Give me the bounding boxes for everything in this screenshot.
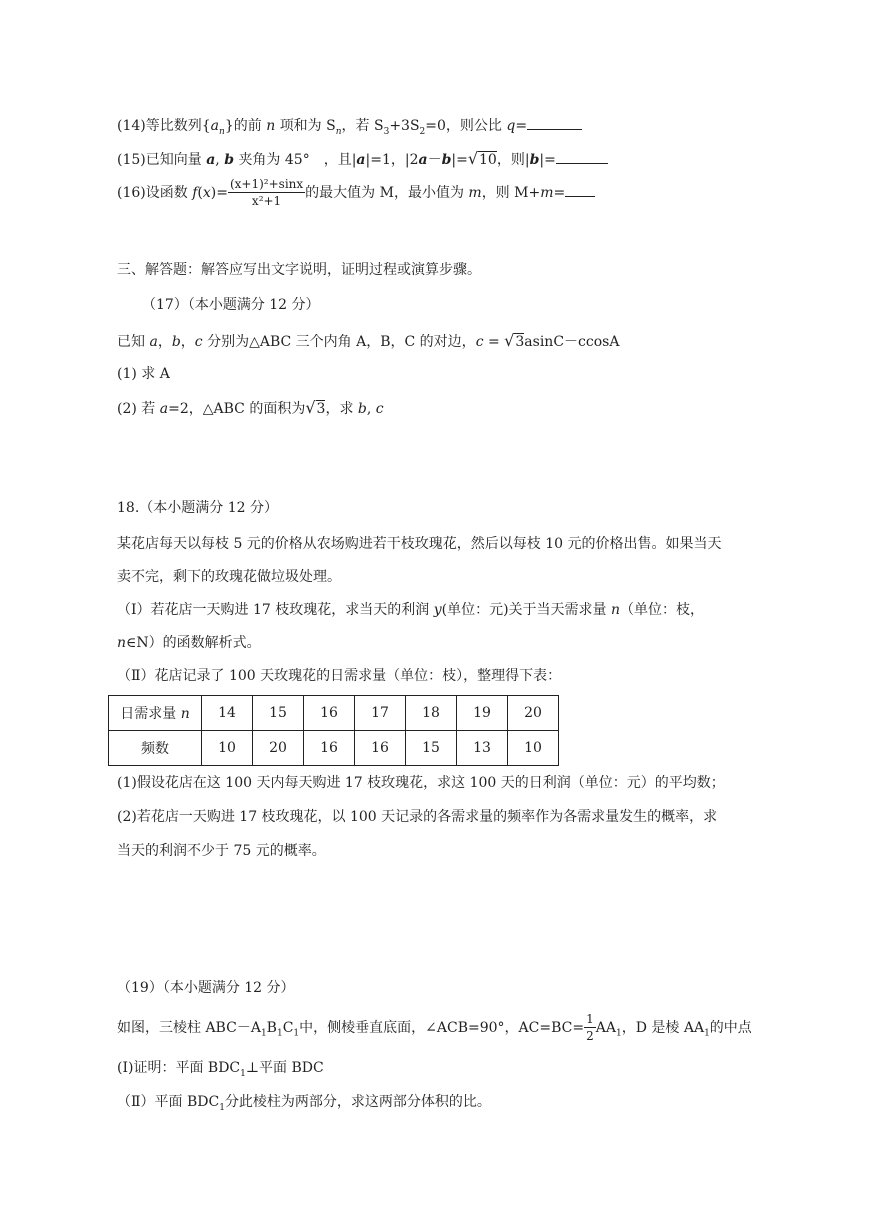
q15-text: =1， xyxy=(370,152,405,168)
q16-text: 的最大值为 M，最小值为 xyxy=(305,184,464,201)
q14-text: =0，则公比 xyxy=(425,118,502,134)
q16-text: = xyxy=(553,184,566,201)
q17-text: 分别为△ABC 三个内角 A，B，C 的对边， xyxy=(207,334,476,350)
q18-sub-2-cont: 当天的利润不少于 75 元的概率。 xyxy=(117,843,326,859)
q19-text: ，D 是棱 AA xyxy=(621,1019,705,1036)
q18-text: （单位：枝， xyxy=(620,602,705,618)
q17-text: ，求 xyxy=(325,401,354,417)
q18-text: ∈N）的函数解析式。 xyxy=(126,635,261,651)
table-row xyxy=(109,731,559,766)
q17-statement: 已知 a，b，c 分别为△ABC 三个内角 A，B，C 的对边，c = √3asinC－ccosA xyxy=(117,331,620,350)
fraction-numerator: (x+1)²+sinx xyxy=(228,177,305,193)
table-cell: 20 xyxy=(508,696,559,731)
q14-text: 等比数列 xyxy=(145,118,202,134)
q15-text: 已知向量 xyxy=(145,152,202,168)
q17-text: asinC－ xyxy=(524,334,579,350)
q19-statement: 如图，三棱柱 $ABC-A_1B_1C_1$中，侧棱垂直底面，∠ACB=90°，AC=BC= $\frac{1}{2}$ $AA_1$，D 是棱 $AA_1$的中点 xyxy=(117,1012,752,1044)
question-15: (15)已知向量 a, b 夹角为 45° ，且|a|=1，|2a－b|=√10，则|b|= xyxy=(117,151,608,167)
question-16: (16)设函数 f(x)= $\frac{\text{(x+1)²+sinx}}{\text{x²+1}}$ 的最大值为 M，最小值为 m，则 M+m= xyxy=(117,177,595,209)
q14-text: 的前 xyxy=(233,118,262,134)
q19-text: 分此棱柱为两部分，求这两部分体积的比。 xyxy=(224,1094,491,1110)
q15-text: = xyxy=(456,152,468,168)
fraction-numerator: 1 xyxy=(584,1012,596,1028)
q18-part-1: （Ⅰ）若花店一天购进 17 枝玫瑰花，求当天的利润 y(单位：元)关于当天需求量 n（单位：枝， xyxy=(117,602,705,618)
function-fraction xyxy=(228,177,305,209)
table-cell: 16 xyxy=(355,731,406,766)
q17-text: ccosA xyxy=(578,334,620,350)
table-cell: 20 xyxy=(253,731,304,766)
table-cell: 13 xyxy=(457,731,508,766)
q14-number: (14) xyxy=(117,118,146,134)
q17-heading: （17）（本小题满分 12 分） xyxy=(142,297,320,313)
answer-blank xyxy=(527,117,582,130)
q15-text: 夹角为 45° ，且 xyxy=(238,152,352,168)
half-fraction xyxy=(584,1012,596,1044)
q18-text: (单位：元)关于当天需求量 xyxy=(441,602,607,618)
q18-sub-2: (2)若花店一天购进 17 枝玫瑰花，以 100 天记录的各需求量的频率作为各需求量发生的概率，求 xyxy=(117,809,718,825)
q17-text: (2) 若 xyxy=(117,401,156,417)
q14-text: ，若 xyxy=(341,118,370,134)
q17-part-1: (1) 求 A xyxy=(117,366,170,382)
table-row xyxy=(109,696,559,731)
q15-text: ，则 xyxy=(496,152,525,168)
q18-sub-1: (1)假设花店在这 100 天内每天购进 17 枝玫瑰花，求这 100 天的日利润（单位：元）的平均数； xyxy=(117,775,725,791)
table-cell: 10 xyxy=(202,731,253,766)
fraction-denominator: x²+1 xyxy=(251,194,282,209)
q16-text: 设函数 xyxy=(145,184,188,201)
q19-heading: （19）（本小题满分 12 分） xyxy=(117,980,295,996)
table-cell: 16 xyxy=(304,731,355,766)
q14-text: = xyxy=(515,118,528,134)
q18-heading: 18.（本小题满分 12 分） xyxy=(117,500,278,516)
q19-text: (Ⅰ)证明：平面 BDC xyxy=(117,1060,241,1076)
table-cell: 频数 xyxy=(109,731,202,766)
table-cell: 15 xyxy=(406,731,457,766)
row-label: 日需求量 xyxy=(120,706,177,722)
q18-text: （Ⅰ）若花店一天购进 17 枝玫瑰花，求当天的利润 xyxy=(117,602,430,618)
table-cell: 日需求量 n xyxy=(109,696,202,731)
q19-text: （Ⅱ）平面 BDC xyxy=(117,1094,220,1110)
table-cell: 18 xyxy=(406,696,457,731)
q15-text: = xyxy=(544,152,556,168)
q15-number: (15) xyxy=(117,152,146,168)
q15-radicand: 10 xyxy=(479,152,497,168)
q18-part-1-cont: n∈N）的函数解析式。 xyxy=(117,635,261,651)
table-cell: 16 xyxy=(304,696,355,731)
q16-number: (16) xyxy=(117,184,146,201)
q19-text: 如图，三棱柱 ABC－A xyxy=(117,1019,261,1036)
table-cell: 14 xyxy=(202,696,253,731)
q19-part-2: （Ⅱ）平面 $BDC_1$分此棱柱为两部分，求这两部分体积的比。 xyxy=(117,1094,491,1113)
q16-text: ，则 M+ xyxy=(481,184,541,201)
question-14: (14)等比数列$\{a_n\}$的前 n 项和为 $S_n$，若 $S_3+3S_2=0$，则公比 q= xyxy=(117,117,582,137)
q18-line: 某花店每天以每枝 5 元的价格从农场购进若干枝玫瑰花，然后以每枝 10 元的价格出售。如果当天 xyxy=(117,536,722,552)
demand-frequency-table xyxy=(108,695,559,766)
q19-text: AA xyxy=(595,1019,616,1036)
answer-blank xyxy=(556,151,608,164)
q17-radicand: 3 xyxy=(515,334,525,350)
table-cell: 15 xyxy=(253,696,304,731)
q19-text: 的中点 xyxy=(709,1019,752,1036)
q19-text: 中，侧棱垂直底面，∠ACB=90°，AC=BC= xyxy=(299,1019,585,1036)
q17-text: =2，△ABC 的面积为 xyxy=(168,401,306,417)
q19-part-1: (Ⅰ)证明：平面 $BDC_1\perp$平面 BDC xyxy=(117,1060,324,1079)
q17-text: 已知 xyxy=(117,334,145,350)
section-heading: 三、解答题：解答应写出文字说明，证明过程或演算步骤。 xyxy=(117,262,481,278)
q18-part-2: （Ⅱ）花店记录了 100 天玫瑰花的日需求量（单位：枝），整理得下表： xyxy=(117,668,562,684)
q17-radicand: 3 xyxy=(316,401,326,417)
table-cell: 19 xyxy=(457,696,508,731)
q17-part-2: (2) 若 a=2，△ABC 的面积为√3，求 b, c xyxy=(117,398,384,417)
fraction-denominator: 2 xyxy=(586,1029,594,1044)
q19-text: ⊥平面 BDC xyxy=(245,1060,324,1076)
answer-blank xyxy=(565,184,595,197)
q18-line: 卖不完，剩下的玫瑰花做垃圾处理。 xyxy=(117,569,341,585)
table-cell: 17 xyxy=(355,696,406,731)
table-cell: 10 xyxy=(508,731,559,766)
q14-text: 项和为 xyxy=(279,118,322,134)
